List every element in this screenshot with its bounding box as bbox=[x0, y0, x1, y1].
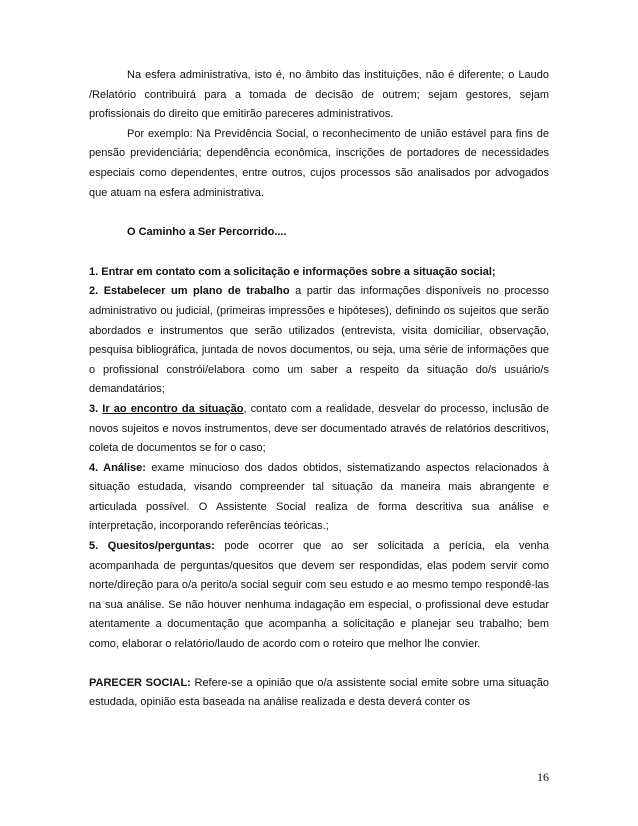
step-2 bbox=[89, 282, 549, 400]
step-1-title: 1. Entrar em contato com a solicitação e informações sobre a situação social; bbox=[89, 265, 496, 278]
step-5 bbox=[89, 537, 549, 655]
parecer-social-paragraph bbox=[89, 674, 549, 713]
paragraph-administrative-sphere: Na esfera administrativa, isto é, no âmbito das instituições, não é diferente; o Laudo /Relatório contribuirá para a tomada de decisão de outrem; sejam gestores, sejam profissionais do direito que emitirão pareceres administrativos. bbox=[89, 69, 549, 121]
paragraph-example-previdencia: Por exemplo: Na Previdência Social, o reconhecimento de união estável para fins de pensão previdenciária; dependência econômica, inscrições de portadores de necessidades especiais como dependentes, entre outros, cujos processos são analisados por advogados que atuam na esfera administrativa. bbox=[89, 127, 549, 199]
step-2-title: 2. Estabelecer um plano de trabalho bbox=[89, 285, 290, 298]
section-heading: O Caminho a Ser Percorrido.... bbox=[127, 226, 287, 239]
step-3-text: , contato com a realidade, desvelar do processo, inclusão de novos sujeitos e novos instrumentos, deve ser documentado através de relatórios descritivos, coleta de documentos se for o caso; bbox=[89, 402, 550, 455]
step-3-number: 3. bbox=[89, 402, 103, 415]
step-1 bbox=[89, 263, 549, 283]
step-4 bbox=[89, 459, 549, 537]
step-3 bbox=[89, 400, 549, 459]
parecer-social-text: Refere-se a opinião que o/a assistente social emite sobre uma situação estudada, opinião esta baseada na análise realizada e desta deverá conter os bbox=[89, 676, 549, 709]
page-number: 16 bbox=[537, 770, 549, 784]
parecer-social-title: PARECER SOCIAL: bbox=[89, 676, 191, 689]
step-4-title: 4. Análise: bbox=[89, 461, 146, 474]
step-3-title: Ir ao encontro da situação bbox=[102, 402, 244, 415]
step-5-title: 5. Quesitos/perguntas: bbox=[89, 540, 215, 553]
step-2-text: a partir das informações disponíveis no processo administrativo ou judicial, (primeiras impressões e hipóteses), definindo os sujeitos que serão abordados e instrumentos que serão utilizados (entrevista, visita domiciliar, observação, pesquisa bibliográfica, juntada de novos documentos, ou seja, uma série de informações que o profissional constrói/elabora como um saber a respeito da situação do/s usuário/s demandatários; bbox=[89, 285, 549, 396]
step-5-text: pode ocorrer que ao ser solicitada a perícia, ela venha acompanhada de perguntas/quesitos que devem ser respondidas, elas podem servir como norte/direção para o/a perito/a social seguir com seu estudo e ao mesmo tempo respondê-las na sua análise. Se não houver nenhuma indagação em especial, o profissional deve estudar atentamente a documentação que acompanha a solicitação e planejar seu trabalho; bem como, elaborar o relatório/laudo de acordo com o roteiro que melhor lhe convier. bbox=[89, 540, 549, 651]
page-body bbox=[89, 66, 549, 713]
step-4-text: exame minucioso dos dados obtidos, sistematizando aspectos relacionados à situação estudada, visando compreender tal situação da maneira mais abrangente e articulada possível. O Assistente Social realiza de forma descritiva sua análise e interpretação, incorporando referências teóricas.; bbox=[89, 461, 549, 533]
